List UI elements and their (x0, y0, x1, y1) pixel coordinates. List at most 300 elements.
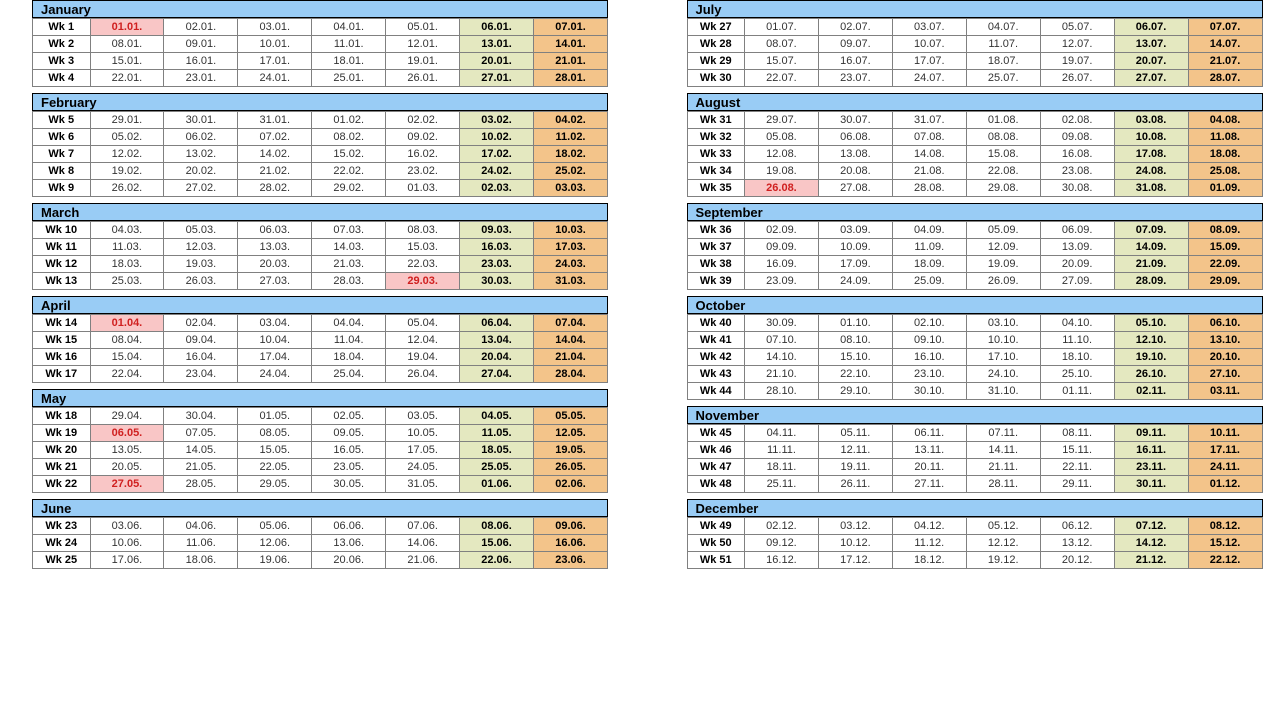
date-cell: 10.10. (966, 332, 1040, 349)
date-cell: 05.04. (386, 315, 460, 332)
week-number-cell: Wk 42 (687, 349, 745, 366)
date-cell: 07.07. (1188, 19, 1262, 36)
date-cell: 12.09. (966, 239, 1040, 256)
date-cell: 20.03. (238, 256, 312, 273)
date-cell: 11.09. (892, 239, 966, 256)
month-title: January (32, 0, 608, 18)
date-cell: 16.10. (892, 349, 966, 366)
table-row (687, 19, 1262, 36)
table-row (33, 36, 608, 53)
date-cell: 22.08. (966, 163, 1040, 180)
date-cell: 10.07. (892, 36, 966, 53)
date-cell: 03.08. (1114, 112, 1188, 129)
week-number-cell: Wk 32 (687, 129, 745, 146)
date-cell: 08.11. (1040, 425, 1114, 442)
date-cell: 17.07. (892, 53, 966, 70)
table-row (687, 180, 1262, 197)
date-cell: 28.09. (1114, 273, 1188, 290)
date-cell: 20.08. (818, 163, 892, 180)
date-cell: 19.06. (238, 552, 312, 569)
week-number-cell: Wk 24 (33, 535, 91, 552)
date-cell: 25.11. (745, 476, 819, 493)
month-title: February (32, 93, 608, 111)
table-row (687, 129, 1262, 146)
date-cell: 06.11. (892, 425, 966, 442)
table-row (33, 442, 608, 459)
week-number-cell: Wk 19 (33, 425, 91, 442)
month-title: June (32, 499, 608, 517)
date-cell: 09.07. (818, 36, 892, 53)
date-cell: 08.06. (460, 518, 534, 535)
date-cell: 21.04. (534, 349, 608, 366)
week-number-cell: Wk 15 (33, 332, 91, 349)
table-row (687, 273, 1262, 290)
date-cell: 21.12. (1114, 552, 1188, 569)
date-cell: 25.09. (892, 273, 966, 290)
date-cell: 26.04. (386, 366, 460, 383)
date-cell: 12.11. (818, 442, 892, 459)
date-cell: 04.10. (1040, 315, 1114, 332)
date-cell: 23.07. (818, 70, 892, 87)
table-row (687, 239, 1262, 256)
date-cell: 08.01. (90, 36, 164, 53)
date-cell: 01.04. (90, 315, 164, 332)
week-number-cell: Wk 12 (33, 256, 91, 273)
date-cell: 05.05. (534, 408, 608, 425)
date-cell: 29.10. (818, 383, 892, 400)
date-cell: 14.08. (892, 146, 966, 163)
date-cell: 10.12. (818, 535, 892, 552)
date-cell: 16.01. (164, 53, 238, 70)
date-cell: 06.04. (460, 315, 534, 332)
date-cell: 07.01. (534, 19, 608, 36)
month-block (687, 499, 1263, 569)
week-number-cell: Wk 23 (33, 518, 91, 535)
week-number-cell: Wk 6 (33, 129, 91, 146)
date-cell: 17.05. (386, 442, 460, 459)
date-cell: 28.07. (1188, 70, 1262, 87)
table-row (687, 315, 1262, 332)
week-table (687, 18, 1263, 87)
date-cell: 07.02. (238, 129, 312, 146)
date-cell: 15.09. (1188, 239, 1262, 256)
table-row (33, 273, 608, 290)
date-cell: 11.05. (460, 425, 534, 442)
date-cell: 21.11. (966, 459, 1040, 476)
table-row (33, 518, 608, 535)
date-cell: 01.08. (966, 112, 1040, 129)
date-cell: 23.10. (892, 366, 966, 383)
date-cell: 04.07. (966, 19, 1040, 36)
table-row (687, 442, 1262, 459)
date-cell: 16.04. (164, 349, 238, 366)
date-cell: 04.09. (892, 222, 966, 239)
week-number-cell: Wk 38 (687, 256, 745, 273)
week-number-cell: Wk 18 (33, 408, 91, 425)
month-block (32, 0, 608, 87)
date-cell: 12.10. (1114, 332, 1188, 349)
week-table (687, 221, 1263, 290)
date-cell: 13.05. (90, 442, 164, 459)
date-cell: 17.02. (460, 146, 534, 163)
date-cell: 12.08. (745, 146, 819, 163)
date-cell: 14.09. (1114, 239, 1188, 256)
month-block (687, 0, 1263, 87)
table-row (687, 163, 1262, 180)
date-cell: 16.02. (386, 146, 460, 163)
table-row (33, 53, 608, 70)
date-cell: 15.06. (460, 535, 534, 552)
date-cell: 13.08. (818, 146, 892, 163)
date-cell: 04.08. (1188, 112, 1262, 129)
date-cell: 16.06. (534, 535, 608, 552)
date-cell: 23.06. (534, 552, 608, 569)
date-cell: 13.03. (238, 239, 312, 256)
date-cell: 21.06. (386, 552, 460, 569)
date-cell: 19.11. (818, 459, 892, 476)
date-cell: 14.11. (966, 442, 1040, 459)
date-cell: 28.04. (534, 366, 608, 383)
date-cell: 29.11. (1040, 476, 1114, 493)
date-cell: 11.08. (1188, 129, 1262, 146)
date-cell: 15.08. (966, 146, 1040, 163)
date-cell: 20.11. (892, 459, 966, 476)
month-title: August (687, 93, 1263, 111)
date-cell: 10.06. (90, 535, 164, 552)
week-number-cell: Wk 29 (687, 53, 745, 70)
date-cell: 13.02. (164, 146, 238, 163)
month-title: September (687, 203, 1263, 221)
date-cell: 06.06. (312, 518, 386, 535)
date-cell: 30.05. (312, 476, 386, 493)
date-cell: 20.10. (1188, 349, 1262, 366)
table-row (33, 332, 608, 349)
date-cell: 02.06. (534, 476, 608, 493)
date-cell: 24.11. (1188, 459, 1262, 476)
date-cell: 24.02. (460, 163, 534, 180)
date-cell: 20.09. (1040, 256, 1114, 273)
date-cell: 18.08. (1188, 146, 1262, 163)
date-cell: 05.11. (818, 425, 892, 442)
date-cell: 10.09. (818, 239, 892, 256)
date-cell: 12.04. (386, 332, 460, 349)
date-cell: 10.02. (460, 129, 534, 146)
date-cell: 04.03. (90, 222, 164, 239)
date-cell: 17.03. (534, 239, 608, 256)
date-cell: 27.01. (460, 70, 534, 87)
date-cell: 06.09. (1040, 222, 1114, 239)
date-cell: 23.08. (1040, 163, 1114, 180)
week-number-cell: Wk 49 (687, 518, 745, 535)
date-cell: 22.12. (1188, 552, 1262, 569)
date-cell: 31.10. (966, 383, 1040, 400)
month-block (687, 296, 1263, 400)
date-cell: 26.08. (745, 180, 819, 197)
week-table (687, 111, 1263, 197)
week-number-cell: Wk 51 (687, 552, 745, 569)
table-row (33, 535, 608, 552)
month-block (687, 203, 1263, 290)
week-table (32, 314, 608, 383)
date-cell: 11.10. (1040, 332, 1114, 349)
date-cell: 28.01. (534, 70, 608, 87)
date-cell: 25.08. (1188, 163, 1262, 180)
date-cell: 21.08. (892, 163, 966, 180)
date-cell: 08.03. (386, 222, 460, 239)
table-row (687, 36, 1262, 53)
date-cell: 04.02. (534, 112, 608, 129)
date-cell: 08.07. (745, 36, 819, 53)
date-cell: 19.05. (534, 442, 608, 459)
date-cell: 06.12. (1040, 518, 1114, 535)
month-block (32, 499, 608, 569)
date-cell: 25.03. (90, 273, 164, 290)
month-block (687, 406, 1263, 493)
date-cell: 12.03. (164, 239, 238, 256)
date-cell: 18.12. (892, 552, 966, 569)
date-cell: 18.06. (164, 552, 238, 569)
week-number-cell: Wk 33 (687, 146, 745, 163)
date-cell: 09.09. (745, 239, 819, 256)
date-cell: 14.12. (1114, 535, 1188, 552)
date-cell: 21.07. (1188, 53, 1262, 70)
date-cell: 08.09. (1188, 222, 1262, 239)
date-cell: 30.04. (164, 408, 238, 425)
week-number-cell: Wk 4 (33, 70, 91, 87)
date-cell: 16.07. (818, 53, 892, 70)
date-cell: 21.01. (534, 53, 608, 70)
table-row (33, 476, 608, 493)
date-cell: 19.09. (966, 256, 1040, 273)
date-cell: 17.12. (818, 552, 892, 569)
date-cell: 22.06. (460, 552, 534, 569)
month-block (32, 389, 608, 493)
date-cell: 11.11. (745, 442, 819, 459)
date-cell: 30.10. (892, 383, 966, 400)
date-cell: 18.05. (460, 442, 534, 459)
week-number-cell: Wk 16 (33, 349, 91, 366)
date-cell: 28.08. (892, 180, 966, 197)
week-number-cell: Wk 50 (687, 535, 745, 552)
date-cell: 09.06. (534, 518, 608, 535)
date-cell: 19.04. (386, 349, 460, 366)
month-title: November (687, 406, 1263, 424)
week-table (32, 407, 608, 493)
date-cell: 31.01. (238, 112, 312, 129)
date-cell: 10.08. (1114, 129, 1188, 146)
date-cell: 31.05. (386, 476, 460, 493)
date-cell: 18.11. (745, 459, 819, 476)
date-cell: 19.08. (745, 163, 819, 180)
week-number-cell: Wk 35 (687, 180, 745, 197)
date-cell: 30.09. (745, 315, 819, 332)
table-row (33, 239, 608, 256)
date-cell: 02.07. (818, 19, 892, 36)
date-cell: 27.10. (1188, 366, 1262, 383)
date-cell: 28.11. (966, 476, 1040, 493)
month-title: October (687, 296, 1263, 314)
date-cell: 14.05. (164, 442, 238, 459)
date-cell: 26.05. (534, 459, 608, 476)
date-cell: 19.01. (386, 53, 460, 70)
date-cell: 20.12. (1040, 552, 1114, 569)
date-cell: 14.03. (312, 239, 386, 256)
table-row (687, 552, 1262, 569)
month-block (32, 203, 608, 290)
week-number-cell: Wk 11 (33, 239, 91, 256)
date-cell: 14.01. (534, 36, 608, 53)
date-cell: 07.09. (1114, 222, 1188, 239)
date-cell: 17.11. (1188, 442, 1262, 459)
date-cell: 23.05. (312, 459, 386, 476)
date-cell: 28.02. (238, 180, 312, 197)
week-table (687, 424, 1263, 493)
date-cell: 05.06. (238, 518, 312, 535)
date-cell: 17.06. (90, 552, 164, 569)
date-cell: 12.05. (534, 425, 608, 442)
date-cell: 04.04. (312, 315, 386, 332)
date-cell: 03.05. (386, 408, 460, 425)
date-cell: 01.12. (1188, 476, 1262, 493)
date-cell: 18.10. (1040, 349, 1114, 366)
date-cell: 20.05. (90, 459, 164, 476)
date-cell: 25.07. (966, 70, 1040, 87)
date-cell: 29.05. (238, 476, 312, 493)
block-spacer (687, 569, 1279, 575)
table-row (33, 112, 608, 129)
table-row (33, 349, 608, 366)
date-cell: 15.05. (238, 442, 312, 459)
date-cell: 22.04. (90, 366, 164, 383)
date-cell: 18.09. (892, 256, 966, 273)
date-cell: 06.03. (238, 222, 312, 239)
week-table (32, 221, 608, 290)
table-row (687, 112, 1262, 129)
week-number-cell: Wk 48 (687, 476, 745, 493)
date-cell: 03.07. (892, 19, 966, 36)
date-cell: 25.05. (460, 459, 534, 476)
date-cell: 30.01. (164, 112, 238, 129)
date-cell: 24.08. (1114, 163, 1188, 180)
date-cell: 03.01. (238, 19, 312, 36)
date-cell: 20.01. (460, 53, 534, 70)
date-cell: 06.02. (164, 129, 238, 146)
date-cell: 08.12. (1188, 518, 1262, 535)
date-cell: 26.10. (1114, 366, 1188, 383)
date-cell: 13.10. (1188, 332, 1262, 349)
table-row (687, 518, 1262, 535)
date-cell: 27.07. (1114, 70, 1188, 87)
date-cell: 17.04. (238, 349, 312, 366)
date-cell: 22.05. (238, 459, 312, 476)
date-cell: 09.08. (1040, 129, 1114, 146)
date-cell: 22.10. (818, 366, 892, 383)
date-cell: 29.04. (90, 408, 164, 425)
table-row (687, 222, 1262, 239)
date-cell: 18.07. (966, 53, 1040, 70)
month-title: December (687, 499, 1263, 517)
date-cell: 07.08. (892, 129, 966, 146)
date-cell: 14.04. (534, 332, 608, 349)
date-cell: 30.11. (1114, 476, 1188, 493)
date-cell: 12.06. (238, 535, 312, 552)
date-cell: 26.03. (164, 273, 238, 290)
date-cell: 09.03. (460, 222, 534, 239)
date-cell: 01.11. (1040, 383, 1114, 400)
date-cell: 27.09. (1040, 273, 1114, 290)
week-number-cell: Wk 44 (687, 383, 745, 400)
date-cell: 02.01. (164, 19, 238, 36)
table-row (687, 366, 1262, 383)
date-cell: 11.07. (966, 36, 1040, 53)
week-number-cell: Wk 30 (687, 70, 745, 87)
date-cell: 09.02. (386, 129, 460, 146)
table-row (687, 425, 1262, 442)
date-cell: 07.10. (745, 332, 819, 349)
date-cell: 23.09. (745, 273, 819, 290)
date-cell: 20.06. (312, 552, 386, 569)
week-number-cell: Wk 2 (33, 36, 91, 53)
date-cell: 17.08. (1114, 146, 1188, 163)
date-cell: 24.10. (966, 366, 1040, 383)
date-cell: 10.05. (386, 425, 460, 442)
month-title: July (687, 0, 1263, 18)
date-cell: 13.07. (1114, 36, 1188, 53)
date-cell: 04.11. (745, 425, 819, 442)
date-cell: 29.09. (1188, 273, 1262, 290)
date-cell: 01.02. (312, 112, 386, 129)
date-cell: 01.10. (818, 315, 892, 332)
date-cell: 13.04. (460, 332, 534, 349)
date-cell: 24.07. (892, 70, 966, 87)
date-cell: 18.01. (312, 53, 386, 70)
date-cell: 01.07. (745, 19, 819, 36)
date-cell: 02.03. (460, 180, 534, 197)
date-cell: 03.11. (1188, 383, 1262, 400)
week-number-cell: Wk 34 (687, 163, 745, 180)
table-row (33, 408, 608, 425)
date-cell: 21.03. (312, 256, 386, 273)
date-cell: 19.10. (1114, 349, 1188, 366)
table-row (687, 70, 1262, 87)
week-table (32, 517, 608, 569)
date-cell: 03.06. (90, 518, 164, 535)
date-cell: 17.10. (966, 349, 1040, 366)
table-row (687, 459, 1262, 476)
date-cell: 02.05. (312, 408, 386, 425)
date-cell: 01.03. (386, 180, 460, 197)
date-cell: 14.07. (1188, 36, 1262, 53)
date-cell: 27.05. (90, 476, 164, 493)
date-cell: 07.06. (386, 518, 460, 535)
date-cell: 07.05. (164, 425, 238, 442)
date-cell: 05.01. (386, 19, 460, 36)
date-cell: 08.10. (818, 332, 892, 349)
table-row (33, 459, 608, 476)
date-cell: 15.02. (312, 146, 386, 163)
date-cell: 18.02. (534, 146, 608, 163)
date-cell: 27.11. (892, 476, 966, 493)
date-cell: 12.07. (1040, 36, 1114, 53)
month-block (687, 93, 1263, 197)
date-cell: 10.11. (1188, 425, 1262, 442)
date-cell: 02.12. (745, 518, 819, 535)
date-cell: 05.09. (966, 222, 1040, 239)
date-cell: 17.09. (818, 256, 892, 273)
date-cell: 19.12. (966, 552, 1040, 569)
date-cell: 09.01. (164, 36, 238, 53)
table-row (33, 163, 608, 180)
